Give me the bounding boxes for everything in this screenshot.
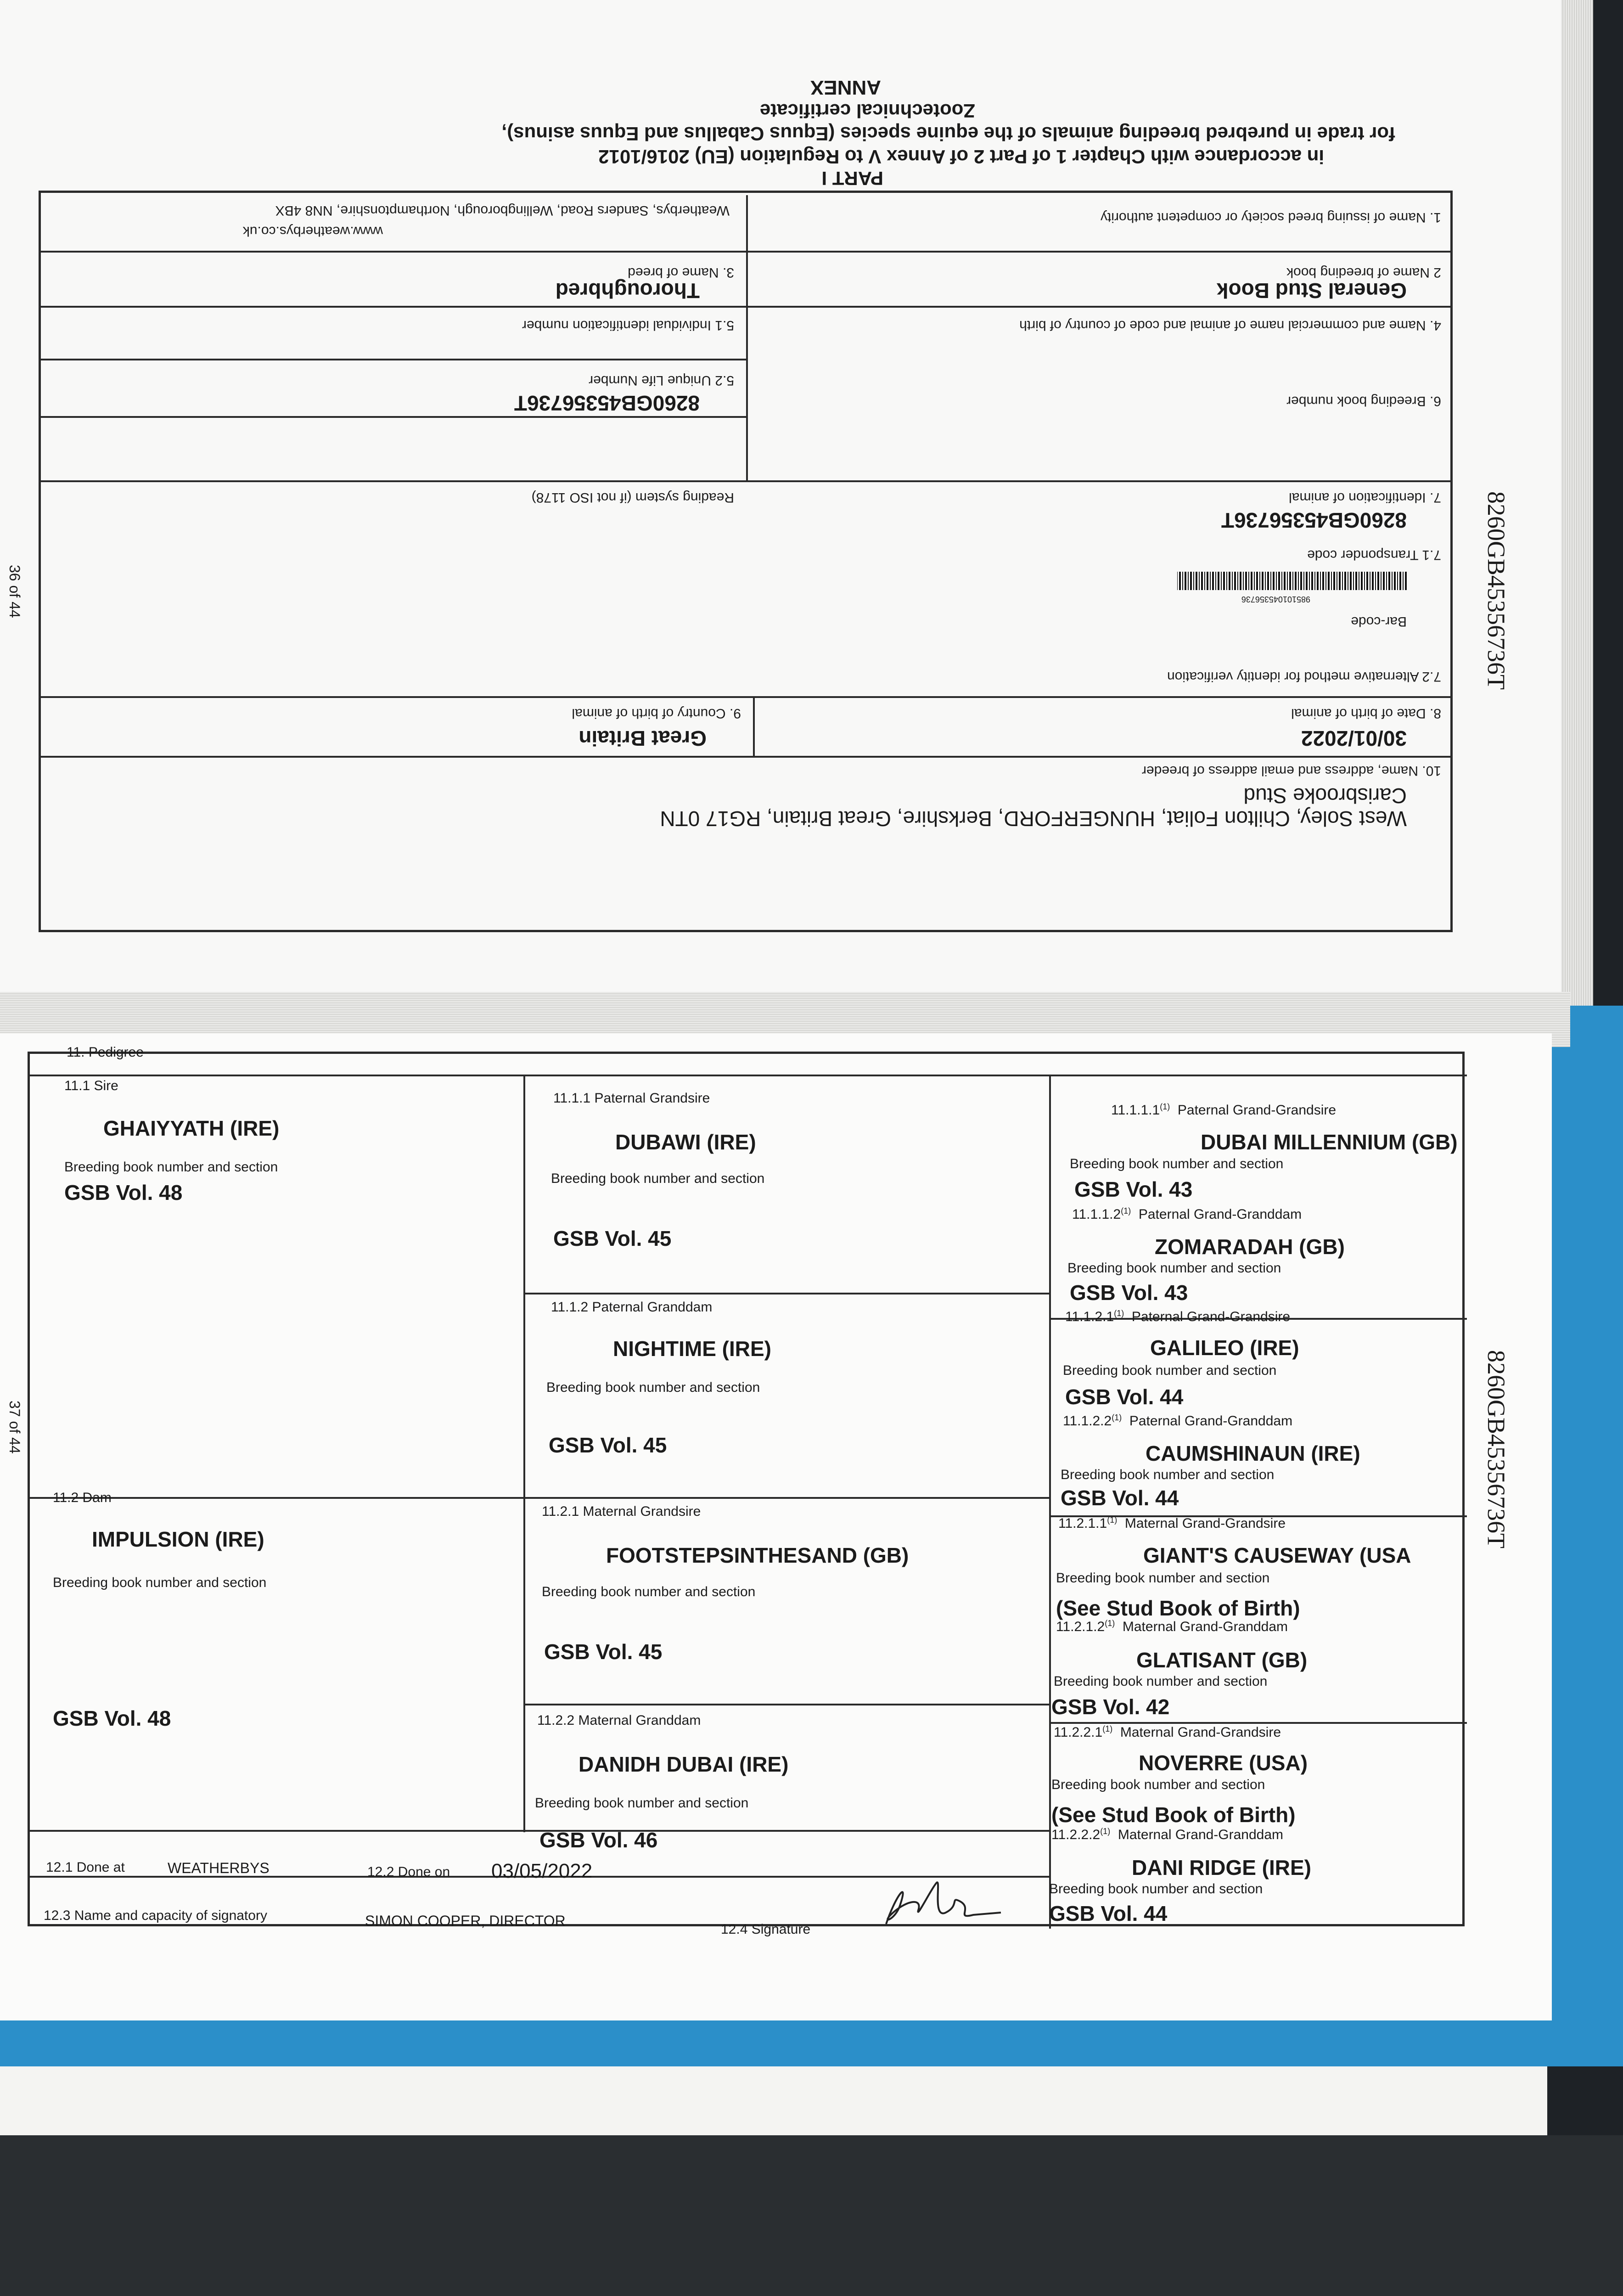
- g1111-vol: GSB Vol. 43: [1074, 1177, 1193, 1201]
- signature-label: 12.4 Signature: [721, 1922, 811, 1937]
- f2-label: 2 Name of breeding book: [1286, 265, 1441, 280]
- pgd-vol: GSB Vol. 45: [549, 1433, 667, 1457]
- g1112-bbn-label: Breeding book number and section: [1067, 1261, 1281, 1276]
- g1122-label: 11.1.2.2$^{(1)}$ Paternal Grand-Granddam: [1063, 1413, 1293, 1429]
- annex-line-2: in accordance with Chapter 1 of Part 2 of Annex V to Regulation (EU) 2016/1012: [598, 146, 1324, 168]
- barcode-number: 985101045356736: [1241, 595, 1310, 604]
- f1-value-1: Weatherbys, Sanders Road, Wellingborough, Northamptonshire, NN8 4BX: [275, 203, 730, 218]
- f8-value: 30/01/2022: [1301, 726, 1407, 750]
- f7-value: 8260GB45356736T: [1221, 508, 1407, 532]
- pgs-bbn-label: Breeding book number and section: [551, 1171, 765, 1186]
- mgs-vol: GSB Vol. 45: [544, 1640, 663, 1664]
- f8-label: 8. Date of birth of animal: [1291, 706, 1441, 721]
- g1221-vol: (See Stud Book of Birth): [1051, 1803, 1296, 1827]
- f3-label: 3. Name of breed: [628, 265, 734, 280]
- f1-value-2: www.weatherbys.co.uk: [242, 224, 383, 239]
- g1111-name: DUBAI MILLENNIUM (GB): [1201, 1130, 1458, 1154]
- dam-bbn-label: Breeding book number and section: [53, 1575, 267, 1590]
- g1222-vol: GSB Vol. 44: [1049, 1902, 1168, 1925]
- f72-label: 7.2 Alternative method for identity verification: [1167, 669, 1441, 684]
- signatory-value: SIMON COOPER, DIRECTOR: [365, 1913, 566, 1929]
- g1211-name: GIANT'S CAUSEWAY (USA: [1143, 1543, 1411, 1567]
- sire-label: 11.1 Sire: [64, 1078, 118, 1093]
- g1212-label: 11.2.1.2$^{(1)}$ Maternal Grand-Granddam: [1056, 1619, 1288, 1634]
- pgs-vol: GSB Vol. 45: [553, 1227, 672, 1250]
- g1221-name: NOVERRE (USA): [1139, 1751, 1308, 1775]
- f71-label: 7.1 Transponder code: [1307, 547, 1441, 563]
- f10-label: 10. Name, address and email address of breeder: [1141, 763, 1441, 778]
- page-number-upper: 36 of 44: [6, 565, 23, 618]
- done-at-label: 12.1 Done at: [46, 1860, 125, 1875]
- g1212-bbn-label: Breeding book number and section: [1054, 1674, 1268, 1689]
- f52-label: 5.2 Unique Life Number: [589, 373, 734, 388]
- pedigree-title: 11. Pedigree: [67, 1045, 144, 1060]
- pgd-label: 11.1.2 Paternal Granddam: [551, 1300, 713, 1315]
- done-on-label: 12.2 Done on: [367, 1864, 450, 1880]
- f10-value-1: Carisbrooke Stud: [1243, 784, 1407, 808]
- f9-label: 9. Country of birth of animal: [572, 706, 741, 721]
- g1212-name: GLATISANT (GB): [1136, 1648, 1308, 1672]
- g1122-name: CAUMSHINAUN (IRE): [1146, 1441, 1360, 1465]
- dam-label: 11.2 Dam: [53, 1490, 112, 1505]
- sire-vol: GSB Vol. 48: [64, 1181, 183, 1204]
- dam-name: IMPULSION (IRE): [92, 1527, 264, 1551]
- f51-label: 5.1 Individual identification number: [522, 318, 734, 333]
- done-at-value: WEATHERBYS: [168, 1860, 270, 1876]
- f1-label: 1. Name of issuing breed society or competent authority: [1100, 210, 1441, 225]
- mgd-label: 11.2.2 Maternal Granddam: [537, 1713, 701, 1728]
- g1211-bbn-label: Breeding book number and section: [1056, 1570, 1270, 1586]
- f7-reading-label: Reading system (if not ISO 1178): [531, 490, 734, 505]
- f3-value: Thoroughbred: [555, 279, 700, 303]
- barcode-label: Bar-code: [1351, 614, 1407, 629]
- mgs-name: FOOTSTEPSINTHESAND (GB): [606, 1543, 909, 1567]
- g1121-bbn-label: Breeding book number and section: [1063, 1363, 1277, 1378]
- mgd-bbn-label: Breeding book number and section: [535, 1795, 749, 1811]
- g1122-bbn-label: Breeding book number and section: [1061, 1467, 1275, 1482]
- g1221-label: 11.2.2.1$^{(1)}$ Maternal Grand-Grandsire: [1054, 1724, 1281, 1740]
- g1222-label: 11.2.2.2$^{(1)}$ Maternal Grand-Granddam: [1051, 1827, 1284, 1842]
- g1111-label: 11.1.1.1$^{(1)}$ Paternal Grand-Grandsire: [1111, 1102, 1337, 1118]
- g1112-label: 11.1.1.2$^{(1)}$ Paternal Grand-Granddam: [1072, 1206, 1302, 1222]
- side-id-lower: 8260GB45356736T: [1483, 1350, 1510, 1548]
- sire-bbn-label: Breeding book number and section: [64, 1159, 278, 1175]
- g1112-name: ZOMARADAH (GB): [1155, 1235, 1345, 1259]
- g1211-vol: (See Stud Book of Birth): [1056, 1596, 1300, 1620]
- mgd-vol: GSB Vol. 46: [539, 1828, 658, 1852]
- annex-line-1: for trade in purebred breeding animals of the equine species (Equus Caballus and Equus asinus),: [501, 123, 1395, 145]
- g1212-vol: GSB Vol. 42: [1051, 1695, 1170, 1719]
- pgd-bbn-label: Breeding book number and section: [546, 1380, 760, 1395]
- mgs-label: 11.2.1 Maternal Grandsire: [542, 1504, 701, 1519]
- f9-value: Great Britain: [578, 726, 707, 750]
- mgd-name: DANIDH DUBAI (IRE): [578, 1752, 789, 1776]
- f2-value: General Stud Book: [1216, 279, 1407, 303]
- g1221-bbn-label: Breeding book number and section: [1051, 1777, 1265, 1792]
- annex-title: ANNEX: [810, 76, 881, 99]
- g1121-name: GALILEO (IRE): [1150, 1336, 1299, 1360]
- pgs-name: DUBAWI (IRE): [615, 1130, 756, 1154]
- g1121-label: 11.1.2.1$^{(1)}$ Paternal Grand-Grandsire: [1065, 1309, 1291, 1324]
- page-number-lower: 37 of 44: [6, 1401, 23, 1454]
- f6-label: 6. Breeding book number: [1286, 394, 1441, 409]
- pgs-label: 11.1.1 Paternal Grandsire: [553, 1091, 710, 1106]
- dam-vol: GSB Vol. 48: [53, 1706, 171, 1730]
- mgs-bbn-label: Breeding book number and section: [542, 1584, 756, 1599]
- book-cover-bottom: [0, 2016, 1623, 2066]
- g1111-bbn-label: Breeding book number and section: [1070, 1156, 1284, 1171]
- transponder-barcode: [1177, 572, 1407, 590]
- certificate-part-one: [0, 0, 1623, 1033]
- part-heading: PART I: [821, 168, 883, 189]
- f10-value-2: West Soley, Chilton Foliat, HUNGERFORD, Berkshire, Great Britain, RG17 0TN: [660, 807, 1407, 831]
- g1222-name: DANI RIDGE (IRE): [1132, 1856, 1311, 1880]
- done-on-value: 03/05/2022: [491, 1860, 593, 1882]
- side-id-upper: 8260GB45356736T: [1483, 491, 1510, 690]
- sire-name: GHAIYYATH (IRE): [103, 1116, 280, 1140]
- annex-subtitle: Zootechnical certificate: [759, 100, 975, 122]
- g1121-vol: GSB Vol. 44: [1065, 1385, 1184, 1409]
- f4-label: 4. Name and commercial name of animal and code of country of birth: [1019, 318, 1441, 333]
- f7-label: 7. Identification of animal: [1289, 490, 1441, 505]
- g1222-bbn-label: Breeding book number and section: [1049, 1881, 1263, 1896]
- g1211-label: 11.2.1.1$^{(1)}$ Maternal Grand-Grandsire: [1058, 1515, 1286, 1531]
- f52-value: 8260GB45356736T: [514, 391, 700, 415]
- g1112-vol: GSB Vol. 43: [1070, 1281, 1188, 1305]
- signature-icon: [868, 1869, 1015, 1938]
- g1122-vol: GSB Vol. 44: [1061, 1486, 1179, 1510]
- signatory-label: 12.3 Name and capacity of signatory: [44, 1908, 267, 1923]
- scan-background-bottom: [0, 2135, 1623, 2296]
- pgd-name: NIGHTIME (IRE): [613, 1337, 771, 1361]
